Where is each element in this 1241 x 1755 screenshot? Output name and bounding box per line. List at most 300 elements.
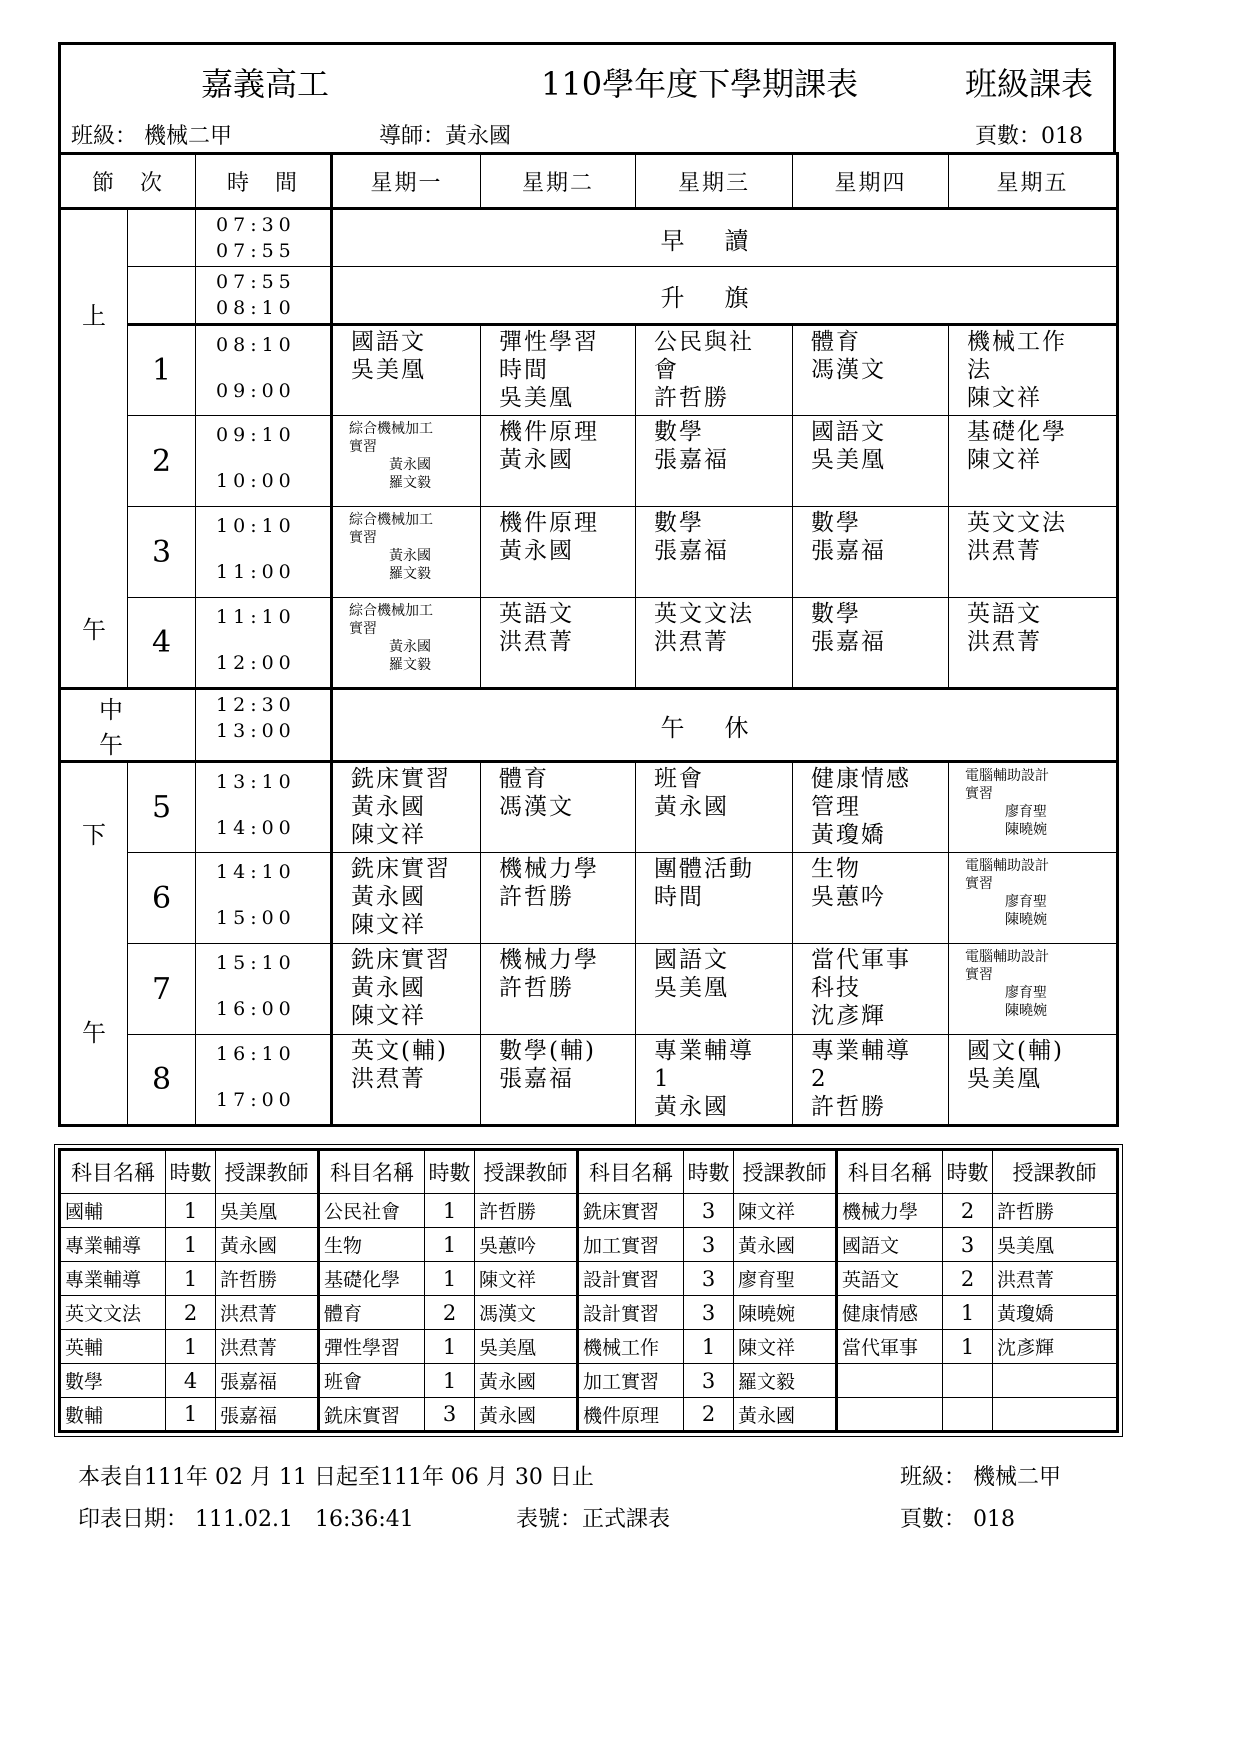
- class-teacher: 許哲勝: [499, 975, 575, 1001]
- footer-class-label: 班級： 機械二甲: [900, 1465, 1061, 1490]
- summary-hours: 4: [166, 1364, 216, 1398]
- summary-hours: 1: [425, 1330, 475, 1364]
- period-time: [196, 325, 332, 416]
- period-start-time: 13:10: [216, 771, 296, 793]
- period-time-text: [196, 507, 330, 596]
- period-row-3: [60, 507, 1118, 598]
- period-number: 1: [128, 325, 196, 416]
- class-subject: 班會: [654, 766, 705, 792]
- class-cell: [481, 1035, 636, 1126]
- head-day-2: 星期二: [481, 154, 636, 209]
- period-start-time: 08:10: [216, 334, 296, 356]
- afternoon-side-top: 下: [82, 821, 106, 849]
- class-teacher: 吳美凰: [351, 357, 427, 383]
- summary-subject: 數學: [60, 1364, 166, 1398]
- summary-header: 科目名稱: [319, 1150, 425, 1194]
- class-cell: [481, 325, 636, 416]
- summary-hours: 3: [943, 1228, 993, 1262]
- class-subject: 黃永國: [351, 884, 427, 910]
- school-name: 嘉義高工: [201, 65, 330, 103]
- class-teacher: 張嘉福: [654, 447, 730, 473]
- weekly-timetable: [58, 152, 1119, 1127]
- period-row-2: [60, 416, 1118, 507]
- print-date: 印表日期： 111.02.1 16:36:41: [78, 1507, 414, 1532]
- morning_read-end-time: 07:55: [216, 240, 296, 262]
- class-subject: 2: [811, 1066, 828, 1092]
- class-subject: 1: [654, 1066, 671, 1092]
- class-cell: [949, 325, 1118, 416]
- class-cell: [481, 507, 636, 598]
- noon-label: 中 午: [60, 689, 196, 762]
- class-cell: [793, 598, 949, 689]
- class-subject: 黃永國: [351, 975, 427, 1001]
- class-subject: 基礎化學: [967, 419, 1068, 445]
- summary-subject: 機件原理: [578, 1398, 684, 1432]
- class-cell: [793, 1035, 949, 1126]
- flag-banner: 升旗: [332, 267, 1118, 325]
- period-time-text: [196, 416, 330, 505]
- class-cell: [332, 507, 481, 598]
- class-subject: 管理: [811, 794, 862, 820]
- summary-header: 時數: [684, 1150, 734, 1194]
- summary-hours: [943, 1364, 993, 1398]
- class-cell: [949, 598, 1118, 689]
- class-cell: [481, 416, 636, 507]
- class-subject: 機械力學: [499, 856, 600, 882]
- period-row-6: [60, 853, 1118, 944]
- summary-row: [60, 1296, 1118, 1330]
- summary-hours: 3: [425, 1398, 475, 1432]
- class-subject: 健康情感: [811, 766, 912, 792]
- class-teacher: 黃永國: [499, 447, 575, 473]
- class-subject: 英文文法: [654, 601, 755, 627]
- class-subject: 團體活動: [654, 856, 755, 882]
- period-end-time: 10:00: [216, 470, 296, 492]
- class-teacher: 洪焄菁: [499, 629, 575, 655]
- class-cell: [332, 325, 481, 416]
- class-teacher: 吳美凰: [654, 975, 730, 1001]
- head-day-1: 星期一: [332, 154, 481, 209]
- period-start-time: 11:10: [216, 606, 296, 628]
- period-end-time: 16:00: [216, 998, 296, 1020]
- class-subject: 黃永國: [351, 794, 427, 820]
- class-teacher: 洪焄菁: [654, 629, 730, 655]
- summary-teacher: 羅文毅: [734, 1364, 837, 1398]
- class-teacher: 陳文祥: [351, 912, 427, 938]
- summary-head-row: [60, 1150, 1118, 1194]
- summary-subject: 專業輔導: [60, 1228, 166, 1262]
- class-teacher: 馮漢文: [811, 357, 887, 383]
- class-subject: 數學(輔): [499, 1038, 596, 1064]
- summary-subject: 班會: [319, 1364, 425, 1398]
- period-time: [196, 762, 332, 853]
- class-subject: 體育: [499, 766, 550, 792]
- summary-hours: 2: [943, 1262, 993, 1296]
- summary-row: [60, 1330, 1118, 1364]
- flag-num: [128, 267, 196, 325]
- summary-teacher: 黃永國: [734, 1398, 837, 1432]
- summary-hours: 3: [684, 1194, 734, 1228]
- summary-teacher: 沈彥輝: [993, 1330, 1118, 1364]
- period-start-time: 15:10: [216, 952, 296, 974]
- summary-hours: 1: [166, 1262, 216, 1296]
- summary-hours: 2: [684, 1398, 734, 1432]
- class-teacher: 陳文祥: [351, 822, 427, 848]
- summary-header: 科目名稱: [60, 1150, 166, 1194]
- lab-teacher-2: 羅文毅: [389, 566, 432, 582]
- class-teacher: 時間: [654, 884, 705, 910]
- summary-subject: 健康情感: [837, 1296, 943, 1330]
- class-cell: [636, 416, 793, 507]
- class-cell: [636, 325, 793, 416]
- lab-teacher-2: 羅文毅: [389, 657, 432, 673]
- period-time: [196, 1035, 332, 1126]
- class-subject: 專業輔導: [654, 1038, 755, 1064]
- summary-subject: 數輔: [60, 1398, 166, 1432]
- class-teacher: 張嘉福: [499, 1066, 575, 1092]
- summary-subject: 機械力學: [837, 1194, 943, 1228]
- summary-subject: 基礎化學: [319, 1262, 425, 1296]
- period-time-text: [196, 853, 330, 942]
- summary-subject: 設計實習: [578, 1262, 684, 1296]
- summary-teacher: [993, 1364, 1118, 1398]
- summary-teacher: 吳美凰: [475, 1330, 578, 1364]
- class-cell: [481, 944, 636, 1035]
- morning-side-top: 上: [82, 302, 106, 330]
- class-cell: [793, 944, 949, 1035]
- flag-start-time: 07:55: [216, 271, 296, 293]
- summary-subject: 加工實習: [578, 1364, 684, 1398]
- class-subject: 英文文法: [967, 510, 1068, 536]
- morning-read-num: [128, 209, 196, 267]
- summary-teacher: 吳美凰: [993, 1228, 1118, 1262]
- period-number: 5: [128, 762, 196, 853]
- class-cell: [636, 1035, 793, 1126]
- period-time-text: [196, 763, 330, 852]
- class-subject: 銑床實習: [351, 856, 452, 882]
- class-cell: [949, 1035, 1118, 1126]
- class-cell: [332, 598, 481, 689]
- class-cell: [793, 762, 949, 853]
- period-time-text: [196, 598, 330, 687]
- class-cell: [949, 853, 1118, 944]
- timetable-header: [58, 42, 1116, 154]
- valid-date-range: 本表自111年 02 月 11 日起至111年 06 月 30 日止: [78, 1465, 594, 1490]
- period-end-time: 14:00: [216, 817, 296, 839]
- lunch-banner: 午休: [332, 689, 1118, 762]
- lab-teacher-1: 廖育聖: [1005, 804, 1048, 820]
- class-subject: 機械力學: [499, 947, 600, 973]
- subject-summary-table: [58, 1148, 1119, 1433]
- class-cell: [481, 598, 636, 689]
- summary-subject: 英輔: [60, 1330, 166, 1364]
- summary-hours: 1: [166, 1398, 216, 1432]
- summary-teacher: 陳文祥: [475, 1262, 578, 1296]
- lab-course-name-1: 電腦輔助設計: [965, 949, 1050, 965]
- summary-subject: 彈性學習: [319, 1330, 425, 1364]
- period-number: 4: [128, 598, 196, 689]
- class-cell: [636, 944, 793, 1035]
- afternoon-side-bottom: 午: [82, 1019, 106, 1047]
- class-subject: 生物: [811, 856, 862, 882]
- flag-end-time: 08:10: [216, 297, 296, 319]
- morning-read-row: [60, 209, 1118, 267]
- summary-row: [60, 1194, 1118, 1228]
- lab-course-name-1: 綜合機械加工: [349, 512, 434, 528]
- period-time: [196, 598, 332, 689]
- period-start-time: 09:10: [216, 424, 296, 446]
- summary-subject: 英語文: [837, 1262, 943, 1296]
- class-subject: 彈性學習: [499, 329, 600, 355]
- summary-teacher: 廖育聖: [734, 1262, 837, 1296]
- lab-teacher-2: 陳曉婉: [1005, 1003, 1048, 1019]
- summary-header: 授課教師: [993, 1150, 1118, 1194]
- class-teacher: 張嘉福: [811, 629, 887, 655]
- class-teacher: 張嘉福: [811, 538, 887, 564]
- lab-course-name-2: 實習: [965, 967, 994, 983]
- class-cell: [793, 507, 949, 598]
- afternoon-side-label: [60, 762, 128, 1126]
- class-teacher: 陳文祥: [967, 447, 1043, 473]
- summary-subject: 機械工作: [578, 1330, 684, 1364]
- class-subject: 銑床實習: [351, 947, 452, 973]
- class-subject: 數學: [654, 510, 705, 536]
- period-time-text: [196, 1035, 330, 1124]
- class-subject: 當代軍事: [811, 947, 912, 973]
- summary-subject: 專業輔導: [60, 1262, 166, 1296]
- lab-teacher-2: 羅文毅: [389, 475, 432, 491]
- class-teacher: 黃永國: [654, 794, 730, 820]
- class-subject: 銑床實習: [351, 766, 452, 792]
- summary-hours: 1: [425, 1228, 475, 1262]
- head-day-4: 星期四: [793, 154, 949, 209]
- lab-course-name-1: 綜合機械加工: [349, 421, 434, 437]
- summary-header: 授課教師: [216, 1150, 319, 1194]
- class-subject: 時間: [499, 357, 550, 383]
- summary-hours: 1: [425, 1364, 475, 1398]
- summary-header: 時數: [425, 1150, 475, 1194]
- summary-subject: 英文文法: [60, 1296, 166, 1330]
- lab-teacher-2: 陳曉婉: [1005, 912, 1048, 928]
- lunch-time-text: [196, 690, 330, 744]
- morning-side-bottom: 午: [82, 616, 106, 644]
- summary-teacher: 黃瓊嬌: [993, 1296, 1118, 1330]
- period-time-text: [196, 944, 330, 1033]
- morning_read-time: [196, 209, 332, 267]
- class-cell: [793, 416, 949, 507]
- lab-teacher-2: 陳曉婉: [1005, 822, 1048, 838]
- summary-subject: 生物: [319, 1228, 425, 1262]
- summary-hours: 3: [684, 1262, 734, 1296]
- period-end-time: 17:00: [216, 1089, 296, 1111]
- head-period: 節 次: [60, 154, 196, 209]
- summary-hours: 1: [166, 1330, 216, 1364]
- summary-subject: 國語文: [837, 1228, 943, 1262]
- class-teacher: 黃瓊嬌: [811, 822, 887, 848]
- summary-hours: 1: [684, 1330, 734, 1364]
- class-cell: [636, 507, 793, 598]
- summary-teacher: 張嘉福: [216, 1398, 319, 1432]
- summary-subject: [837, 1398, 943, 1432]
- lab-course-name-1: 綜合機械加工: [349, 603, 434, 619]
- period-start-time: 10:10: [216, 515, 296, 537]
- class-label: 班級： 機械二甲: [71, 124, 232, 149]
- summary-teacher: 陳曉婉: [734, 1296, 837, 1330]
- summary-hours: 1: [425, 1262, 475, 1296]
- period-number: 8: [128, 1035, 196, 1126]
- period-end-time: 15:00: [216, 907, 296, 929]
- class-subject: 數學: [811, 510, 862, 536]
- summary-teacher: 許哲勝: [475, 1194, 578, 1228]
- period-number: 3: [128, 507, 196, 598]
- summary-hours: 1: [943, 1296, 993, 1330]
- summary-header: 授課教師: [734, 1150, 837, 1194]
- period-row-7: [60, 944, 1118, 1035]
- lunch-end-time: 13:00: [216, 720, 296, 742]
- footer-page-number: 頁數： 018: [900, 1507, 1015, 1532]
- period-time: [196, 944, 332, 1035]
- summary-subject: 公民社會: [319, 1194, 425, 1228]
- class-subject: 國文(輔): [967, 1038, 1064, 1064]
- summary-teacher: 黃永國: [475, 1398, 578, 1432]
- morning_read-time-text: [196, 210, 330, 264]
- class-teacher: 許哲勝: [811, 1094, 887, 1120]
- period-number: 7: [128, 944, 196, 1035]
- summary-subject: 設計實習: [578, 1296, 684, 1330]
- summary-subject: 當代軍事: [837, 1330, 943, 1364]
- class-subject: 機械工作: [967, 329, 1068, 355]
- period-number: 2: [128, 416, 196, 507]
- lab-teacher-1: 黃永國: [389, 548, 432, 564]
- summary-header: 科目名稱: [578, 1150, 684, 1194]
- class-subject: 國語文: [811, 419, 887, 445]
- summary-header: 授課教師: [475, 1150, 578, 1194]
- tutor-label: 導師：黃永國: [379, 124, 512, 149]
- class-subject: 會: [654, 357, 680, 383]
- class-cell: [481, 762, 636, 853]
- summary-teacher: 吳蕙吟: [475, 1228, 578, 1262]
- summary-hours: 1: [425, 1194, 475, 1228]
- period-end-time: 09:00: [216, 380, 296, 402]
- period-row-5: [60, 762, 1118, 853]
- class-teacher: 黃永國: [654, 1094, 730, 1120]
- class-teacher: 吳美凰: [811, 447, 887, 473]
- class-cell: [636, 762, 793, 853]
- summary-teacher: 洪焄菁: [216, 1330, 319, 1364]
- flag-time: [196, 267, 332, 325]
- page-number: 頁數：018: [975, 124, 1083, 149]
- class-cell: [332, 853, 481, 944]
- lab-course-name-1: 電腦輔助設計: [965, 858, 1050, 874]
- summary-subject: [837, 1364, 943, 1398]
- summary-row: [60, 1398, 1118, 1432]
- summary-hours: [943, 1398, 993, 1432]
- class-teacher: 陳文祥: [351, 1003, 427, 1029]
- class-teacher: 陳文祥: [967, 385, 1043, 411]
- summary-hours: 2: [943, 1194, 993, 1228]
- period-start-time: 14:10: [216, 861, 296, 883]
- summary-teacher: 黃永國: [216, 1228, 319, 1262]
- class-teacher: 馮漢文: [499, 794, 575, 820]
- class-subject: 英語文: [499, 601, 575, 627]
- class-teacher: 洪焄菁: [351, 1066, 427, 1092]
- class-teacher: 洪焄菁: [967, 538, 1043, 564]
- summary-teacher: 陳文祥: [734, 1194, 837, 1228]
- head-time: 時 間: [196, 154, 332, 209]
- class-cell: [793, 325, 949, 416]
- class-teacher: 吳美凰: [499, 385, 575, 411]
- summary-teacher: 許哲勝: [993, 1194, 1118, 1228]
- class-cell: [949, 507, 1118, 598]
- class-teacher: 洪焄菁: [967, 629, 1043, 655]
- summary-hours: 1: [166, 1228, 216, 1262]
- schedule-kind: 班級課表: [964, 65, 1093, 103]
- class-subject: 國語文: [654, 947, 730, 973]
- summary-hours: 1: [166, 1194, 216, 1228]
- class-subject: 機件原理: [499, 510, 600, 536]
- class-subject: 公民與社: [654, 329, 755, 355]
- summary-teacher: 黃永國: [475, 1364, 578, 1398]
- table-number: 表號：正式課表: [516, 1507, 671, 1532]
- class-teacher: 許哲勝: [654, 385, 730, 411]
- lab-teacher-1: 廖育聖: [1005, 894, 1048, 910]
- lab-course-name-2: 實習: [349, 439, 378, 455]
- class-subject: 機件原理: [499, 419, 600, 445]
- summary-teacher: 陳文祥: [734, 1330, 837, 1364]
- flag-time-text: [196, 267, 330, 321]
- head-day-3: 星期三: [636, 154, 793, 209]
- lab-course-name-2: 實習: [349, 530, 378, 546]
- class-subject: 國語文: [351, 329, 427, 355]
- summary-teacher: 馮漢文: [475, 1296, 578, 1330]
- period-time-text: [196, 326, 330, 415]
- morning_read-banner: 早讀: [332, 209, 1118, 267]
- class-subject: 法: [967, 357, 993, 383]
- summary-hours: 3: [684, 1228, 734, 1262]
- summary-hours: 1: [943, 1330, 993, 1364]
- class-subject: 專業輔導: [811, 1038, 912, 1064]
- summary-hours: 3: [684, 1296, 734, 1330]
- lab-course-name-2: 實習: [349, 621, 378, 637]
- summary-teacher: 洪焄菁: [216, 1296, 319, 1330]
- lab-teacher-1: 黃永國: [389, 639, 432, 655]
- class-cell: [332, 944, 481, 1035]
- period-end-time: 12:00: [216, 652, 296, 674]
- lab-course-name-2: 實習: [965, 786, 994, 802]
- lunch-time: [196, 689, 332, 762]
- summary-teacher: [993, 1398, 1118, 1432]
- class-subject: 數學: [811, 601, 862, 627]
- summary-header: 時數: [166, 1150, 216, 1194]
- class-teacher: 張嘉福: [654, 538, 730, 564]
- class-cell: [636, 853, 793, 944]
- period-start-time: 16:10: [216, 1043, 296, 1065]
- morning-side-label: [60, 209, 128, 689]
- flag-row: [60, 267, 1118, 325]
- lab-teacher-1: 黃永國: [389, 457, 432, 473]
- lunch-row: [60, 689, 1118, 762]
- summary-row: [60, 1364, 1118, 1398]
- class-cell: [949, 762, 1118, 853]
- lunch-start-time: 12:30: [216, 694, 296, 716]
- summary-subject: 國輔: [60, 1194, 166, 1228]
- summary-hours: 2: [425, 1296, 475, 1330]
- lab-teacher-1: 廖育聖: [1005, 985, 1048, 1001]
- head-day-5: 星期五: [949, 154, 1118, 209]
- class-subject: 體育: [811, 329, 862, 355]
- table-head-row: [60, 154, 1118, 209]
- period-time: [196, 507, 332, 598]
